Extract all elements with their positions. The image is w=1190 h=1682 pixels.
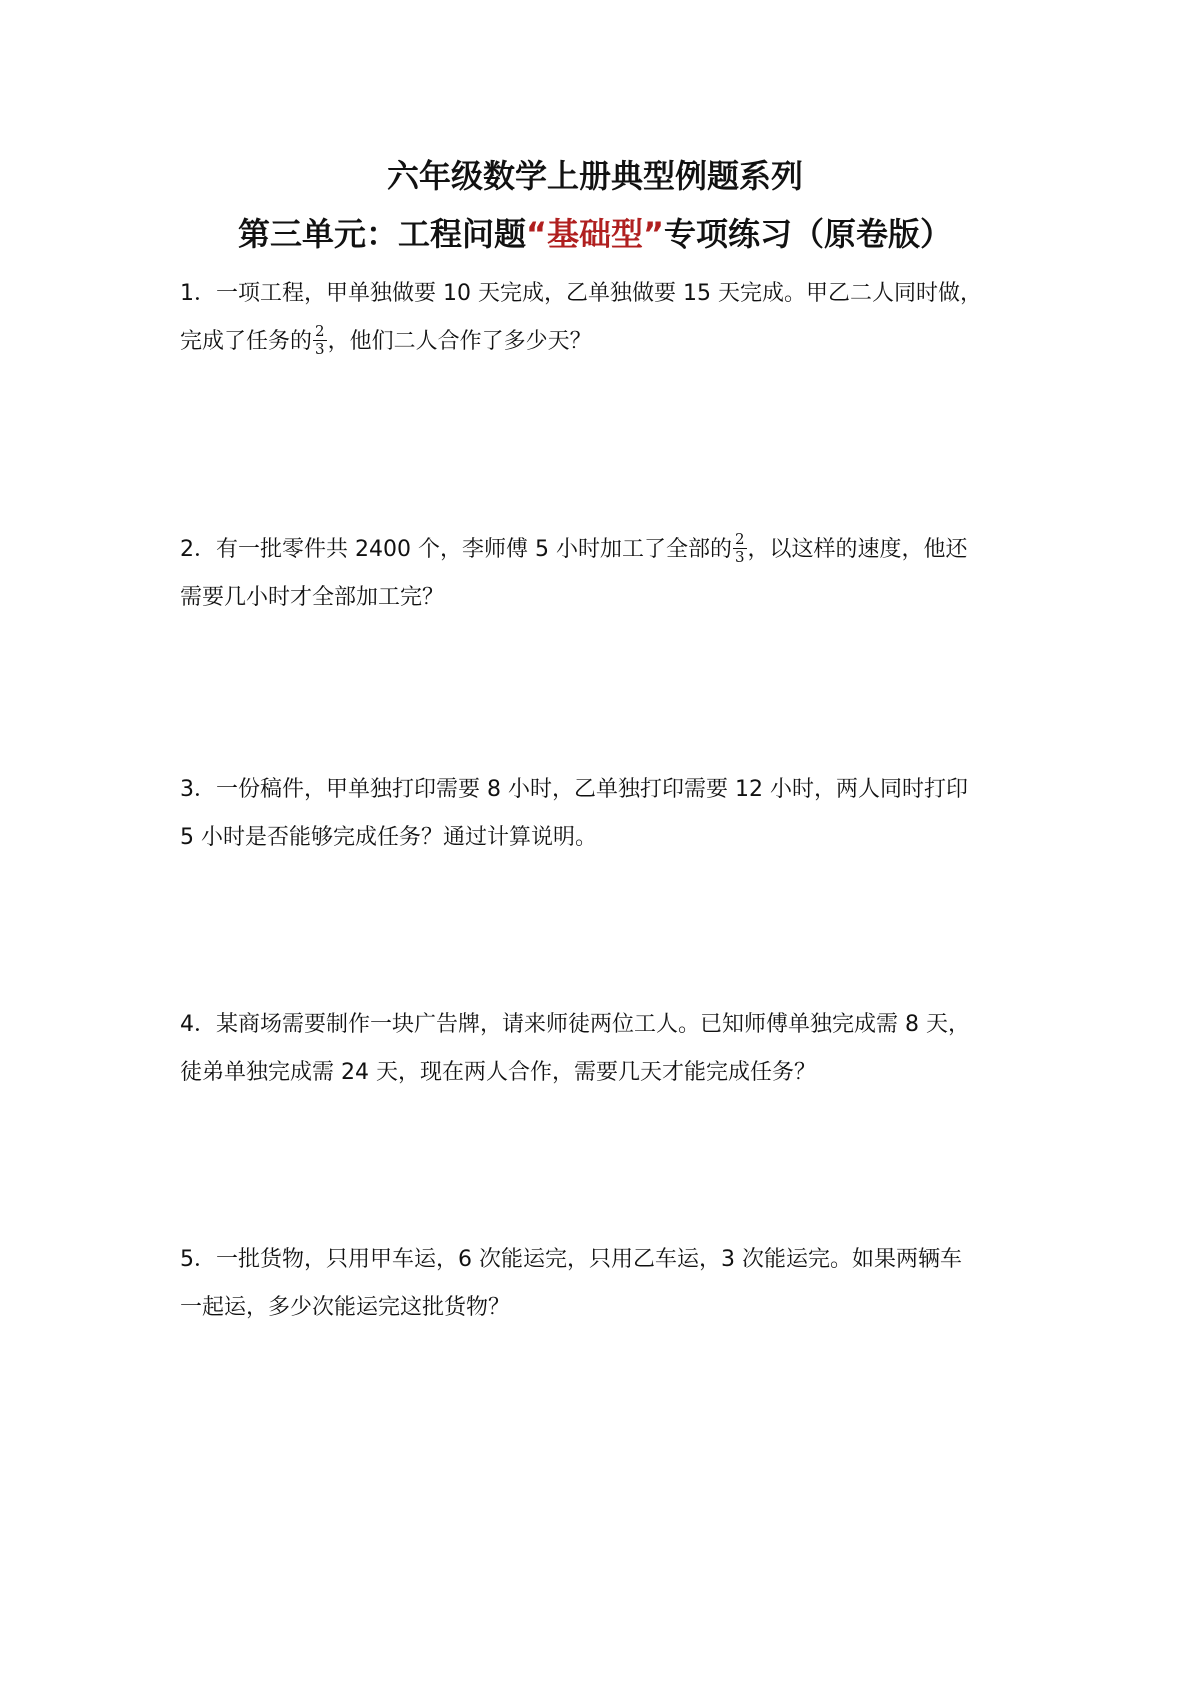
question-1-line-1: 1．一项工程，甲单独做要 10 天完成，乙单独做要 15 天完成。甲乙二人同时做， <box>180 281 982 306</box>
question-1-text-before-fraction: 完成了任务的 <box>180 329 313 354</box>
subtitle-prefix: 第三单元：工程问题 <box>237 215 526 253</box>
fraction-denominator: 3 <box>315 339 325 358</box>
question-4 <box>180 1001 1020 1097</box>
subtitle-suffix: 专项练习（原卷版） <box>664 215 953 253</box>
question-2 <box>180 526 1020 622</box>
question-2-text-after-fraction: ，以这样的速度，他还 <box>747 537 968 562</box>
question-3-line-1: 3．一份稿件，甲单独打印需要 8 小时，乙单独打印需要 12 小时，两人同时打印 <box>180 777 968 802</box>
question-4-line-2: 徒弟单独完成需 24 天，现在两人合作，需要几天才能完成任务？ <box>180 1060 816 1085</box>
question-5-line-2: 一起运，多少次能运完这批货物？ <box>180 1295 511 1320</box>
fraction-denominator: 3 <box>734 547 745 566</box>
fraction-two-thirds <box>313 321 327 358</box>
fraction-numerator: 2 <box>734 529 745 548</box>
page-title: 六年级数学上册典型例题系列 <box>386 157 803 195</box>
fraction-two-thirds <box>733 529 747 566</box>
question-2-text-before-fraction: 2．有一批零件共 2400 个，李师傅 5 小时加工了全部的 <box>180 537 732 562</box>
question-1-line-2 <box>180 318 1020 366</box>
question-1-text-after-fraction: ，他们二人合作了多少天？ <box>327 329 592 354</box>
question-3 <box>180 766 1020 862</box>
question-5 <box>180 1236 1020 1332</box>
question-2-line-1 <box>180 526 1020 574</box>
subtitle-highlight: “基础型” <box>525 215 665 253</box>
fraction-numerator: 2 <box>315 321 325 340</box>
question-5-line-1: 5．一批货物，只用甲车运，6 次能运完，只用乙车运，3 次能运完。如果两辆车 <box>180 1247 962 1272</box>
question-2-line-2: 需要几小时才全部加工完？ <box>180 585 445 610</box>
page-subtitle <box>0 212 1190 256</box>
question-3-line-2: 5 小时是否能够完成任务？通过计算说明。 <box>180 825 597 850</box>
question-1 <box>180 270 1020 366</box>
question-4-line-1: 4．某商场需要制作一块广告牌，请来师徒两位工人。已知师傅单独完成需 8 天， <box>180 1012 970 1037</box>
